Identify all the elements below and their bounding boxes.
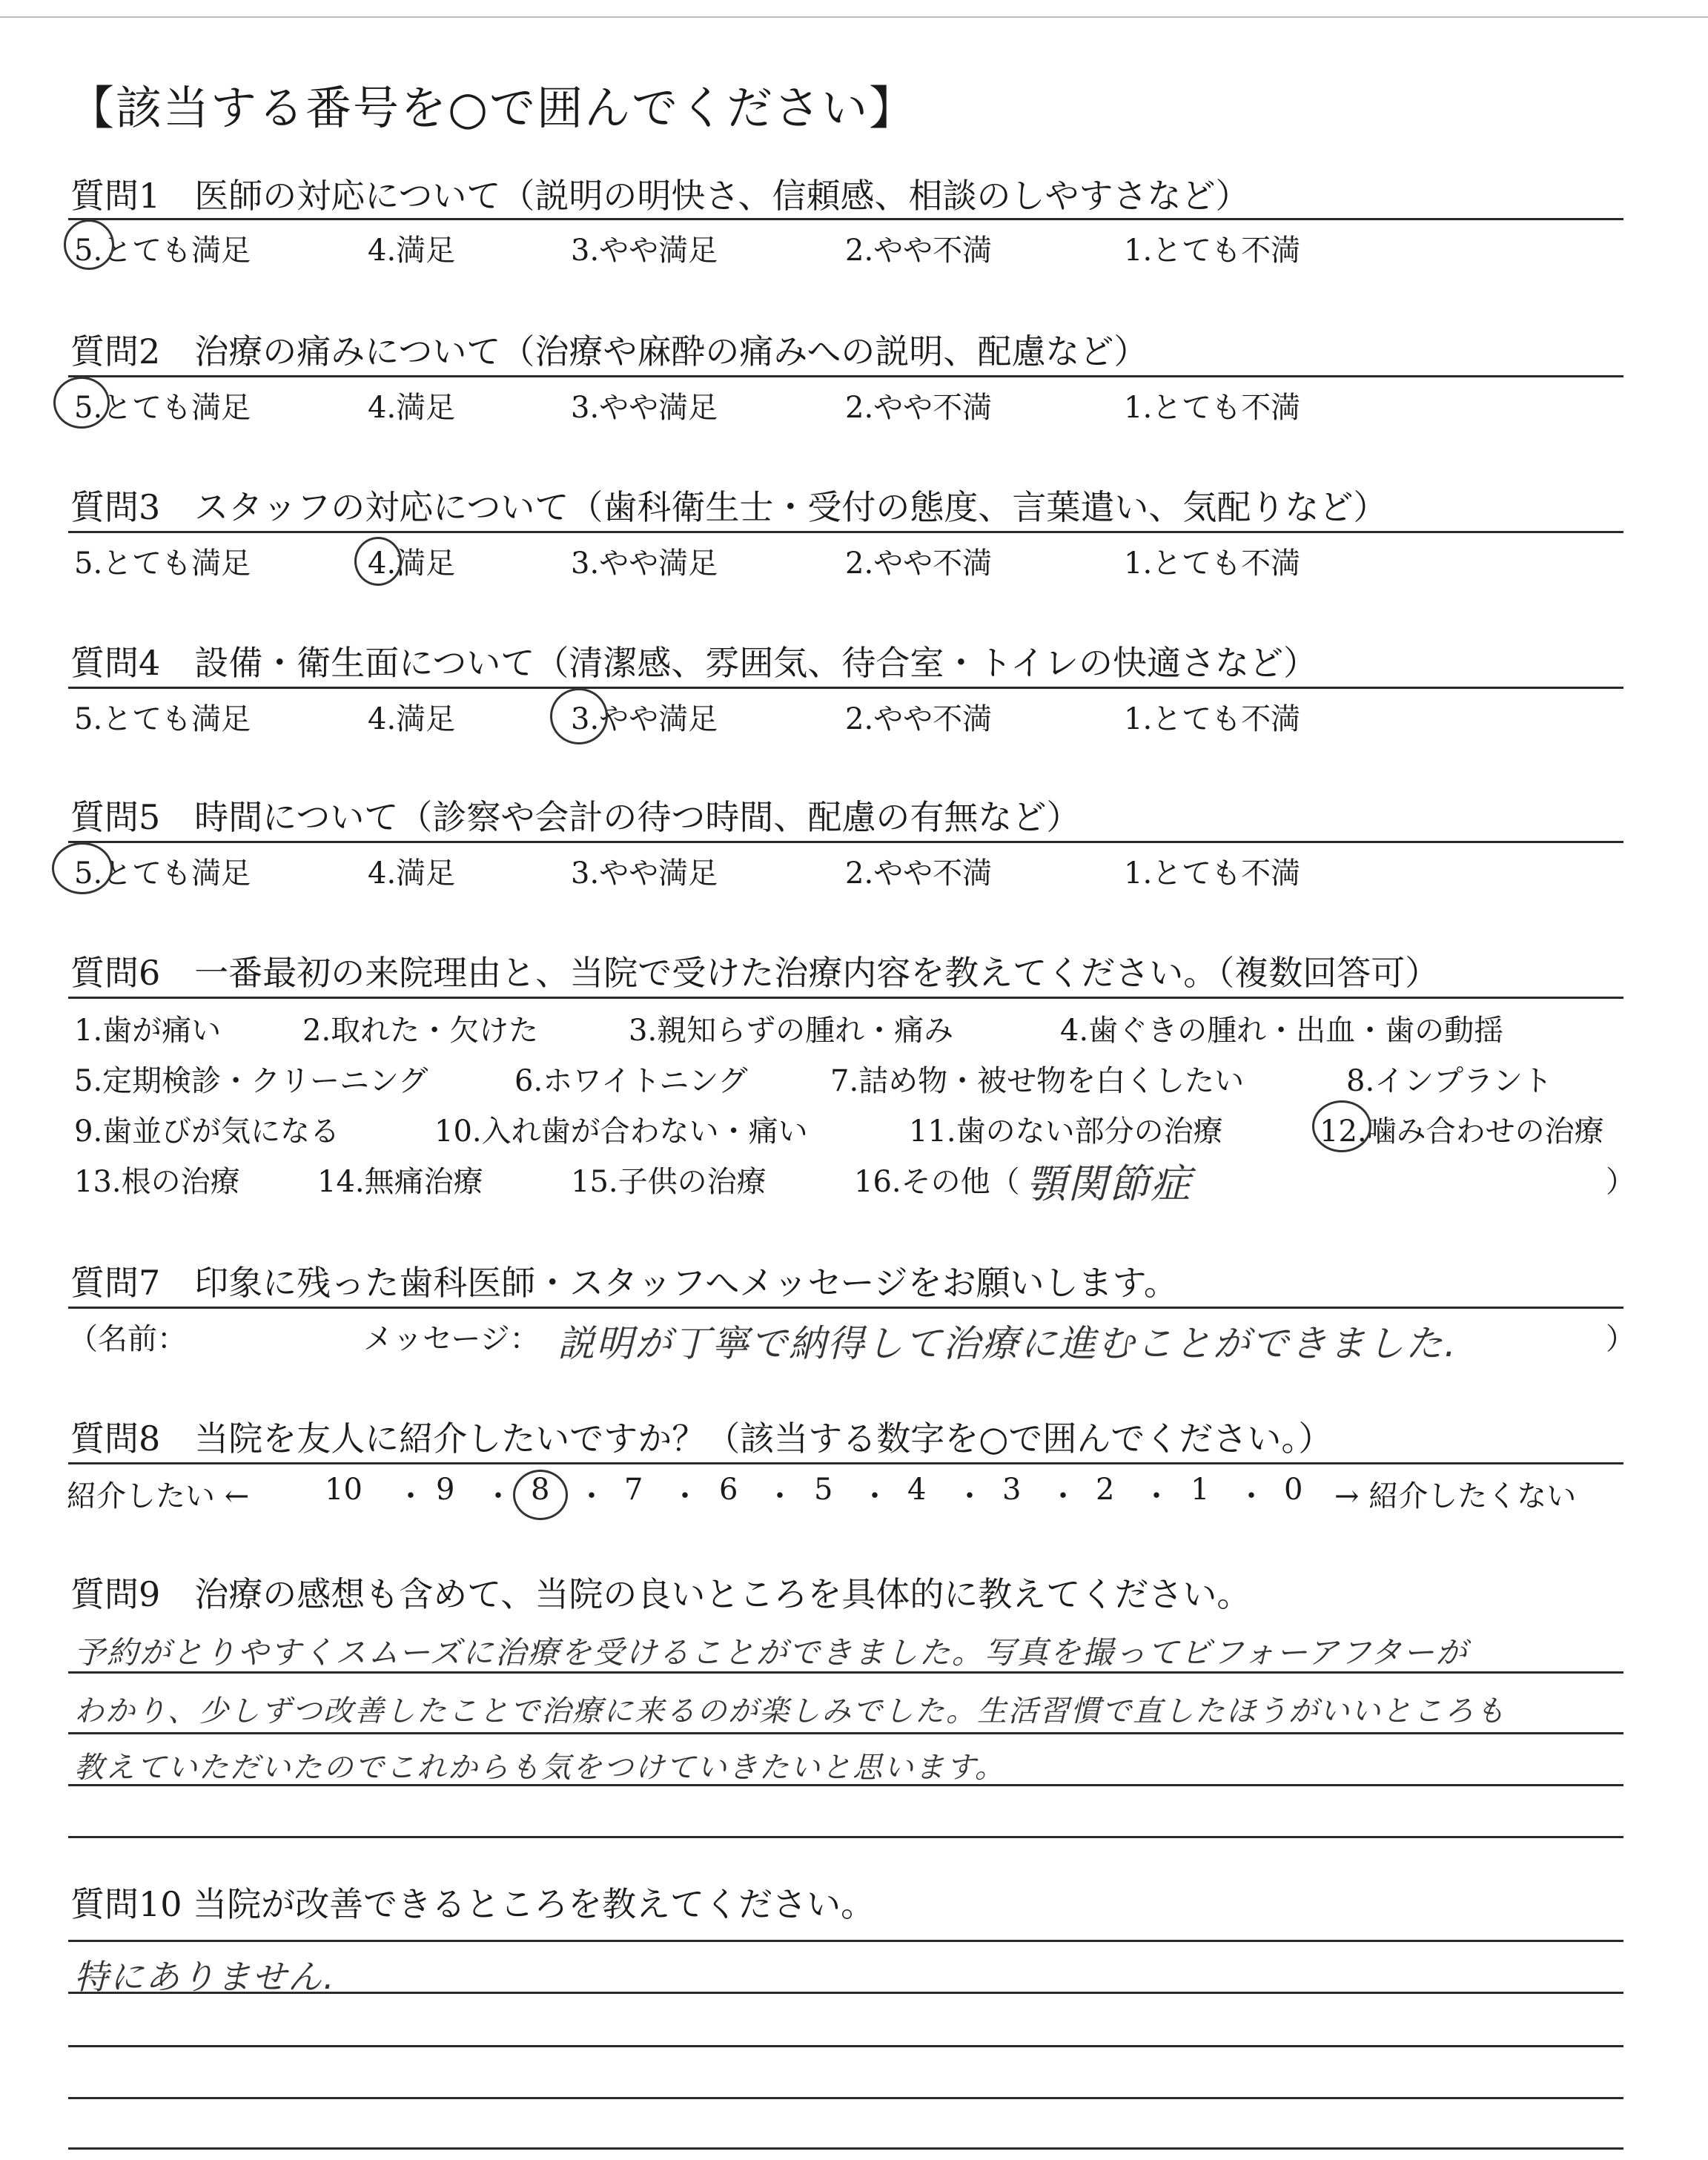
- question-2-text: 質問2 治療の痛みについて（治療や麻酔の痛みへの説明、配慮など）: [70, 331, 1148, 371]
- question-3-rule: [68, 531, 1623, 533]
- question-6-text: 質問6 一番最初の来院理由と、当院で受けた治療内容を教えてください。（複数回答可）: [70, 953, 1440, 993]
- q8-scale-dot: ・: [860, 1479, 890, 1513]
- q8-scale-5[interactable]: 5: [814, 1473, 833, 1507]
- question-5-rule: [68, 841, 1623, 843]
- q1-option-4[interactable]: 4.満足: [368, 234, 456, 268]
- scan-edge-line: [0, 16, 1708, 18]
- q3-option-5[interactable]: 5.とても満足: [74, 546, 251, 581]
- q10-answer-rule-5: [68, 2147, 1623, 2150]
- q6-other-answer[interactable]: 顎関節症: [1026, 1160, 1192, 1207]
- q6-option-10[interactable]: 10.入れ歯が合わない・痛い: [434, 1114, 808, 1149]
- question-9-text: 質問9 治療の感想も含めて、当院の良いところを具体的に教えてください。: [70, 1574, 1251, 1614]
- q3-option-2[interactable]: 2.やや不満: [845, 546, 993, 581]
- q2-option-2[interactable]: 2.やや不満: [845, 391, 993, 425]
- q10-answer-rule-4: [68, 2097, 1623, 2099]
- q8-left-label: 紹介したい ←: [67, 1479, 250, 1513]
- q7-name-label: （名前：: [68, 1322, 187, 1356]
- q5-selection-circle: [52, 842, 113, 894]
- q5-option-5[interactable]: 5.とても満足: [74, 856, 251, 891]
- q3-option-4[interactable]: 4.満足: [368, 546, 456, 581]
- question-6-rule: [68, 997, 1623, 999]
- question-10-text: 質問10 当院が改善できるところを教えてください。: [70, 1884, 875, 1924]
- q6-option-14[interactable]: 14.無痛治療: [317, 1165, 483, 1199]
- question-2-rule: [68, 375, 1623, 377]
- q6-option-6[interactable]: 6.ホワイトニング: [514, 1064, 748, 1098]
- question-7-text: 質問7 印象に残った歯科医師・スタッフへメッセージをお願いします。: [70, 1263, 1178, 1303]
- q6-option-2[interactable]: 2.取れた・欠けた: [302, 1014, 539, 1048]
- q6-option-7[interactable]: 7.詰め物・被せ物を白くしたい: [830, 1064, 1245, 1098]
- q6-option-12[interactable]: 12.噛み合わせの治療: [1320, 1114, 1604, 1149]
- q4-selection-circle: [550, 688, 608, 744]
- q8-selection-circle: [513, 1470, 568, 1520]
- q8-right-label: → 紹介したくない: [1334, 1479, 1577, 1513]
- page-title: 【該当する番号を○で囲んでください】: [68, 81, 917, 135]
- q1-option-3[interactable]: 3.やや満足: [571, 234, 718, 268]
- q2-selection-circle: [53, 377, 110, 429]
- q1-option-1[interactable]: 1.とても不満: [1124, 234, 1301, 268]
- q4-option-5[interactable]: 5.とても満足: [74, 702, 251, 736]
- q8-scale-4[interactable]: 4: [907, 1473, 927, 1507]
- q8-scale-dot: ・: [670, 1479, 700, 1513]
- question-4-text: 質問4 設備・衛生面について（清潔感、雰囲気、待合室・トイレの快適さなど）: [70, 643, 1318, 683]
- q6-selection-circle: [1312, 1100, 1371, 1152]
- q6-option-16[interactable]: 16.その他（: [854, 1165, 1020, 1199]
- q8-scale-8[interactable]: 8: [531, 1473, 550, 1507]
- question-3-text: 質問3 スタッフの対応について（歯科衛生士・受付の態度、言葉遣い、気配りなど）: [70, 487, 1388, 527]
- q5-option-1[interactable]: 1.とても不満: [1124, 856, 1301, 891]
- q8-scale-6[interactable]: 6: [719, 1473, 738, 1507]
- question-5-text: 質問5 時間について（診察や会計の待つ時間、配慮の有無など）: [70, 797, 1081, 837]
- q6-option-5[interactable]: 5.定期検診・クリーニング: [74, 1064, 428, 1098]
- question-8-text: 質問8 当院を友人に紹介したいですか？（該当する数字を○で囲んでください。）: [70, 1418, 1333, 1459]
- q8-scale-dot: ・: [577, 1479, 606, 1513]
- q8-scale-7[interactable]: 7: [624, 1473, 643, 1507]
- q3-option-1[interactable]: 1.とても不満: [1124, 546, 1301, 581]
- q4-option-2[interactable]: 2.やや不満: [845, 702, 993, 736]
- q8-scale-1[interactable]: 1: [1191, 1473, 1210, 1507]
- q2-option-1[interactable]: 1.とても不満: [1124, 391, 1301, 425]
- q2-option-5[interactable]: 5.とても満足: [74, 391, 251, 425]
- q6-option-1[interactable]: 1.歯が痛い: [74, 1014, 222, 1048]
- q6-option-3[interactable]: 3.親知らずの腫れ・痛み: [629, 1014, 954, 1048]
- q4-option-1[interactable]: 1.とても不満: [1124, 702, 1301, 736]
- q3-selection-circle: [354, 537, 402, 586]
- q8-scale-dot: ・: [765, 1479, 795, 1513]
- q8-scale-dot: ・: [955, 1479, 984, 1513]
- q3-option-3[interactable]: 3.やや満足: [571, 546, 718, 581]
- q5-option-4[interactable]: 4.満足: [368, 856, 456, 891]
- question-1-rule: [68, 218, 1623, 220]
- q10-answer-rule-1: [68, 1940, 1623, 1942]
- q10-answer[interactable]: 特にありません.: [74, 1957, 336, 1997]
- q5-option-2[interactable]: 2.やや不満: [845, 856, 993, 891]
- question-8-rule: [68, 1462, 1623, 1464]
- q1-option-5[interactable]: 5.とても満足: [74, 234, 251, 268]
- q8-scale-dot: ・: [1048, 1479, 1078, 1513]
- q7-message-answer[interactable]: 説明が丁寧で納得して治療に進むことができました.: [557, 1322, 1457, 1365]
- q9-answer-rule-4: [68, 1836, 1623, 1838]
- q9-answer-rule-2: [68, 1732, 1623, 1734]
- q6-option-8[interactable]: 8.インプラント: [1346, 1064, 1553, 1098]
- q8-scale-3[interactable]: 3: [1002, 1473, 1022, 1507]
- question-1-text: 質問1 医師の対応について（説明の明快さ、信頼感、相談のしやすさなど）: [70, 176, 1250, 216]
- q7-close-paren: ）: [1606, 1322, 1635, 1356]
- question-7-rule: [68, 1307, 1623, 1309]
- q6-option-13[interactable]: 13.根の治療: [74, 1165, 240, 1199]
- q4-option-3[interactable]: 3.やや満足: [571, 702, 718, 736]
- q8-scale-dot: ・: [396, 1479, 426, 1513]
- q6-option-9[interactable]: 9.歯並びが気になる: [74, 1114, 340, 1149]
- q6-option-4[interactable]: 4.歯ぐきの腫れ・出血・歯の動揺: [1060, 1014, 1504, 1048]
- q1-option-2[interactable]: 2.やや不満: [845, 234, 993, 268]
- q8-scale-dot: ・: [1142, 1479, 1171, 1513]
- q1-selection-circle: [64, 219, 114, 270]
- q8-scale-10[interactable]: 10: [325, 1473, 363, 1507]
- q8-scale-2[interactable]: 2: [1096, 1473, 1115, 1507]
- q6-option-11[interactable]: 11.歯のない部分の治療: [909, 1114, 1223, 1149]
- q6-option-15[interactable]: 15.子供の治療: [571, 1165, 767, 1199]
- q4-option-4[interactable]: 4.満足: [368, 702, 456, 736]
- question-4-rule: [68, 687, 1623, 689]
- q8-scale-dot: ・: [1237, 1479, 1266, 1513]
- q9-answer-line-2: わかり、少しずつ改善したことで治療に来るのが楽しみでした。生活習慣で直したほうがいいところも: [74, 1694, 1506, 1728]
- q6-other-close-paren: ）: [1606, 1165, 1635, 1199]
- q8-scale-0[interactable]: 0: [1284, 1473, 1303, 1507]
- q2-option-3[interactable]: 3.やや満足: [571, 391, 718, 425]
- q10-answer-rule-3: [68, 2045, 1623, 2047]
- q7-message-label: メッセージ：: [363, 1322, 540, 1356]
- q9-answer-line-1: 予約がとりやすくスムーズに治療を受けることができました。写真を撮ってビフォーアフターが: [74, 1634, 1469, 1671]
- q9-answer-line-3: 教えていただいたのでこれからも気をつけていきたいと思います。: [74, 1751, 1006, 1785]
- q5-option-3[interactable]: 3.やや満足: [571, 856, 718, 891]
- q8-scale-dot: ・: [483, 1479, 513, 1513]
- q8-scale-9[interactable]: 9: [436, 1473, 455, 1507]
- q2-option-4[interactable]: 4.満足: [368, 391, 456, 425]
